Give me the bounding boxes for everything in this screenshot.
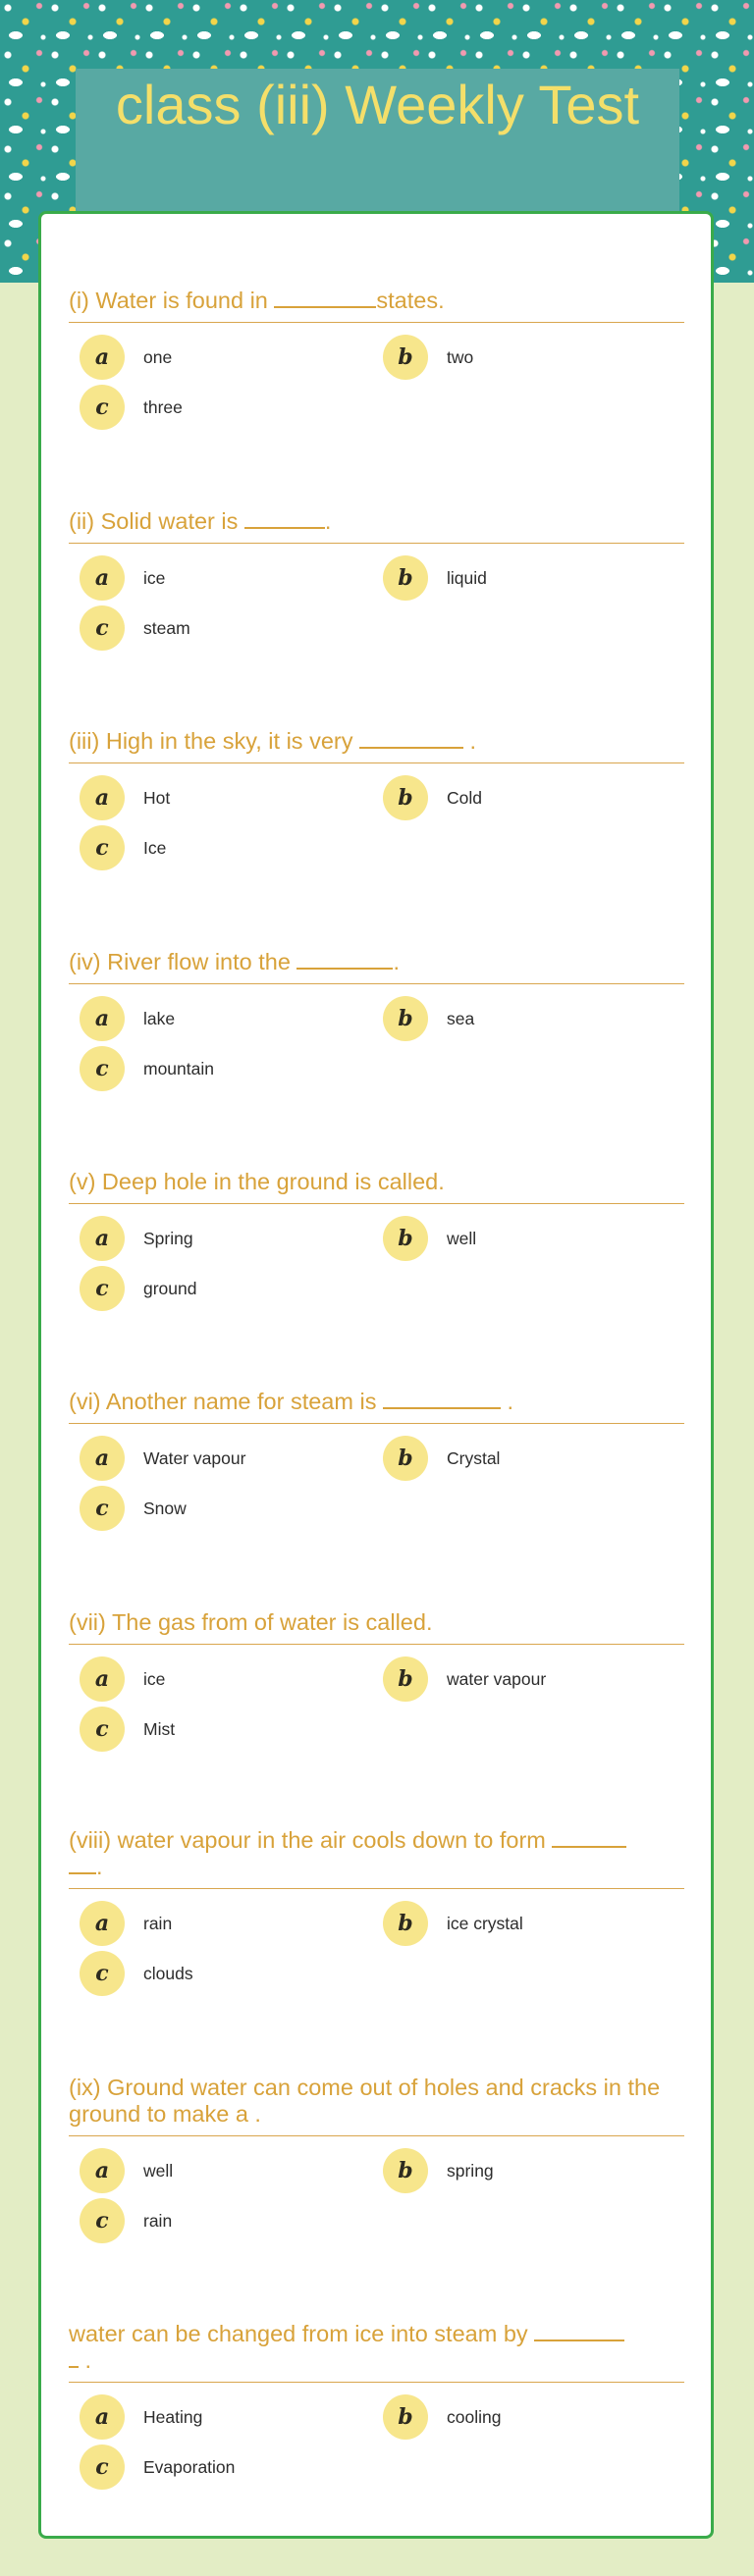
answer-options (69, 555, 684, 663)
answer-options (69, 2394, 684, 2502)
question-text (69, 2075, 684, 2136)
option-label: mountain (143, 1058, 214, 1078)
option-letter-badge: a (80, 775, 125, 820)
answer-options (69, 1901, 684, 2009)
option-b[interactable] (383, 1436, 500, 1481)
option-label: clouds (143, 1963, 193, 1983)
option-c[interactable] (80, 1046, 214, 1091)
option-a[interactable] (80, 996, 175, 1041)
question-9 (69, 2075, 684, 2256)
option-letter-badge: a (80, 1656, 125, 1702)
option-c[interactable] (80, 1266, 197, 1311)
option-letter-badge: b (383, 2148, 428, 2193)
option-label: Heating (143, 2406, 203, 2427)
question-text (69, 1169, 684, 1204)
question-text (69, 1389, 684, 1424)
question-suffix: . (500, 1389, 514, 1414)
option-letter-badge: b (383, 996, 428, 1041)
option-letter-badge: c (80, 1486, 125, 1531)
option-b[interactable] (383, 555, 487, 601)
option-label: water vapour (447, 1668, 547, 1689)
question-7 (69, 1609, 684, 1764)
option-letter-badge: c (80, 385, 125, 430)
option-c[interactable] (80, 1951, 193, 1996)
question-2 (69, 508, 684, 663)
option-label: Snow (143, 1498, 187, 1518)
option-label: Evaporation (143, 2456, 236, 2477)
question-prompt: (i) Water is found in (69, 288, 275, 313)
option-c[interactable] (80, 1707, 175, 1752)
option-letter-badge: a (80, 555, 125, 601)
question-6 (69, 1389, 684, 1544)
question-text (69, 1609, 684, 1645)
option-a[interactable] (80, 1436, 245, 1481)
option-label: cooling (447, 2406, 502, 2427)
question-10 (69, 2321, 684, 2502)
option-letter-badge: b (383, 555, 428, 601)
option-letter-badge: c (80, 605, 125, 651)
answer-blank (274, 289, 376, 308)
option-letter-badge: c (80, 825, 125, 870)
option-c[interactable] (80, 385, 183, 430)
option-letter-badge: b (383, 335, 428, 380)
option-c[interactable] (80, 605, 190, 651)
question-text (69, 949, 684, 984)
option-label: liquid (447, 567, 487, 588)
option-letter-badge: b (383, 1216, 428, 1261)
option-letter-badge: a (80, 2394, 125, 2440)
option-label: lake (143, 1008, 176, 1028)
option-letter-badge: c (80, 1951, 125, 1996)
option-letter-badge: a (80, 335, 125, 380)
option-letter-badge: a (80, 1436, 125, 1481)
option-a[interactable] (80, 2394, 202, 2440)
option-letter-badge: b (383, 1656, 428, 1702)
question-3 (69, 728, 684, 883)
option-label: three (143, 396, 183, 417)
answer-blank-continued (69, 2348, 79, 2368)
answer-blank (359, 729, 463, 749)
question-prompt: (v) Deep hole in the ground is called. (69, 1169, 445, 1194)
option-letter-badge: c (80, 1266, 125, 1311)
answer-blank (296, 950, 393, 970)
option-a[interactable] (80, 555, 165, 601)
page-title: class (iii) Weekly Test (115, 74, 640, 135)
question-text (69, 2321, 684, 2383)
option-b[interactable] (383, 2394, 501, 2440)
question-prompt: (vii) The gas from of water is called. (69, 1609, 433, 1635)
answer-options (69, 2148, 684, 2256)
option-a[interactable] (80, 1901, 172, 1946)
option-label: Water vapour (143, 1447, 246, 1468)
option-a[interactable] (80, 335, 172, 380)
option-label: Crystal (447, 1447, 501, 1468)
question-suffix: states. (376, 288, 445, 313)
option-b[interactable] (383, 335, 473, 380)
option-label: spring (447, 2160, 494, 2181)
option-label: Cold (447, 787, 482, 808)
option-label: well (447, 1228, 477, 1248)
option-label: ice (143, 567, 166, 588)
option-c[interactable] (80, 2445, 235, 2490)
option-label: sea (447, 1008, 475, 1028)
option-letter-badge: b (383, 1901, 428, 1946)
answer-options (69, 1656, 684, 1764)
question-5 (69, 1169, 684, 1324)
option-letter-badge: c (80, 1046, 125, 1091)
option-label: rain (143, 1913, 173, 1933)
option-b[interactable] (383, 1216, 476, 1261)
question-suffix: . (393, 949, 400, 974)
option-b[interactable] (383, 996, 474, 1041)
option-b[interactable] (383, 2148, 494, 2193)
question-suffix: . (463, 728, 477, 754)
question-suffix: . (79, 2347, 92, 2373)
option-b[interactable] (383, 775, 482, 820)
answer-options (69, 1436, 684, 1544)
option-letter-badge: c (80, 2445, 125, 2490)
option-letter-badge: a (80, 996, 125, 1041)
question-suffix: . (96, 1854, 103, 1879)
option-letter-badge: c (80, 2198, 125, 2243)
answer-blank (244, 509, 325, 529)
answer-blank (383, 1390, 501, 1409)
option-letter-badge: a (80, 2148, 125, 2193)
option-a[interactable] (80, 775, 170, 820)
answer-blank (552, 1828, 626, 1848)
question-prompt: (ii) Solid water is (69, 508, 244, 534)
question-8 (69, 1827, 684, 2009)
option-label: Spring (143, 1228, 193, 1248)
question-4 (69, 949, 684, 1104)
question-prompt: (viii) water vapour in the air cools down to form (69, 1827, 553, 1853)
option-b[interactable] (383, 1656, 546, 1702)
option-label: two (447, 346, 474, 367)
option-label: Mist (143, 1718, 176, 1739)
option-label: ice crystal (447, 1913, 523, 1933)
answer-blank (534, 2322, 624, 2341)
option-label: one (143, 346, 173, 367)
option-letter-badge: b (383, 775, 428, 820)
option-letter-badge: a (80, 1901, 125, 1946)
option-b[interactable] (383, 1901, 523, 1946)
question-suffix: . (324, 508, 332, 534)
option-a[interactable] (80, 2148, 173, 2193)
option-label: rain (143, 2210, 173, 2231)
option-letter-badge: b (383, 1436, 428, 1481)
option-c[interactable] (80, 1486, 187, 1531)
option-letter-badge: a (80, 1216, 125, 1261)
option-letter-badge: b (383, 2394, 428, 2440)
answer-options (69, 775, 684, 883)
option-a[interactable] (80, 1216, 193, 1261)
question-text (69, 508, 684, 544)
answer-options (69, 335, 684, 443)
question-text (69, 288, 684, 323)
question-prompt: (ix) Ground water can come out of holes and cracks in the ground to make a . (69, 2075, 661, 2127)
answer-options (69, 996, 684, 1104)
option-c[interactable] (80, 825, 166, 870)
question-text (69, 728, 684, 763)
option-label: steam (143, 617, 190, 638)
question-prompt: (iv) River flow into the (69, 949, 297, 974)
question-prompt: (iii) High in the sky, it is very (69, 728, 359, 754)
option-letter-badge: c (80, 1707, 125, 1752)
option-c[interactable] (80, 2198, 172, 2243)
question-prompt: (vi) Another name for steam is (69, 1389, 383, 1414)
option-label: ice (143, 1668, 166, 1689)
answer-options (69, 1216, 684, 1324)
answer-blank-continued (69, 1855, 96, 1874)
question-prompt: water can be changed from ice into steam by (69, 2321, 535, 2346)
option-a[interactable] (80, 1656, 165, 1702)
option-label: Ice (143, 837, 167, 858)
question-1 (69, 288, 684, 443)
option-label: well (143, 2160, 174, 2181)
option-label: ground (143, 1278, 197, 1298)
question-text (69, 1827, 684, 1889)
option-label: Hot (143, 787, 171, 808)
